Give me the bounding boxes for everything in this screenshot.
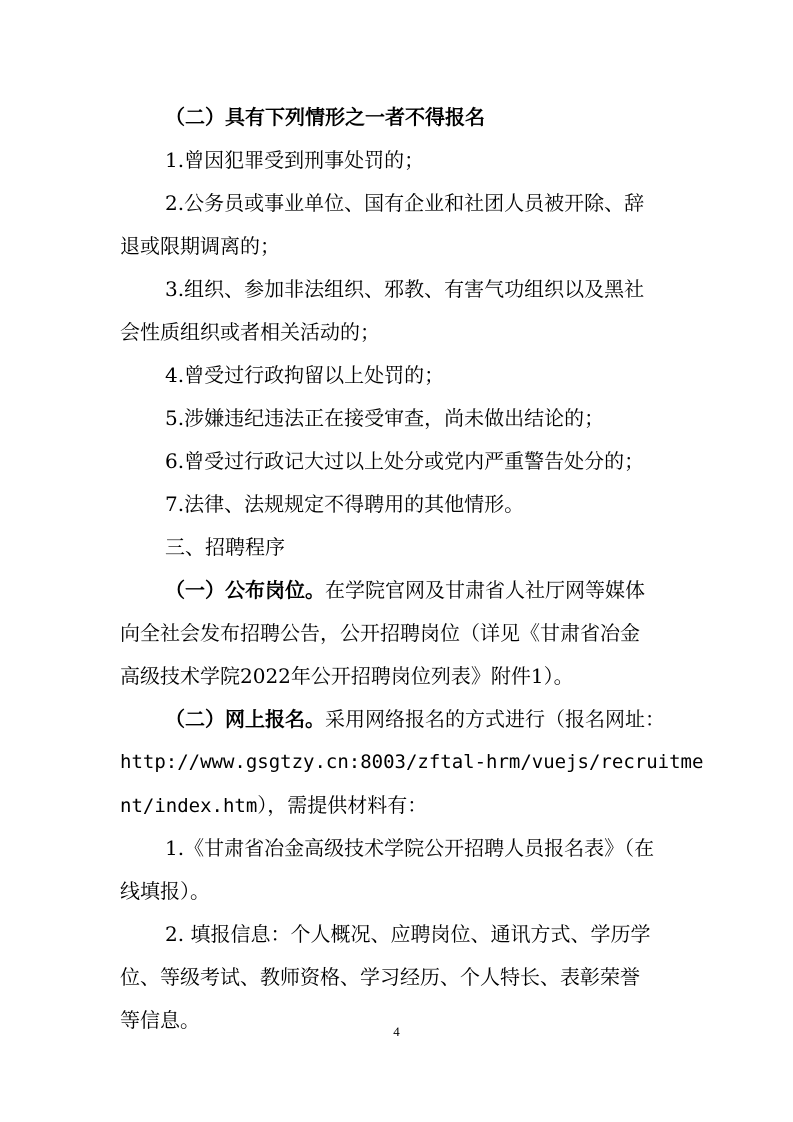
disqualify-item-2-continued: 退或限期调离的；: [120, 234, 280, 258]
step-1-text: 在学院官网及甘肃省人社厅网等媒体: [325, 578, 645, 602]
material-item-2: 2. 填报信息：个人概况、应聘岗位、通讯方式、学历学: [165, 922, 651, 946]
page-number: 4: [393, 1024, 400, 1039]
section-three-title: 三、招聘程序: [165, 535, 285, 559]
step-1-line-2: 向全社会发布招聘公告，公开招聘岗位（详见《甘肃省冶金: [120, 621, 640, 645]
disqualify-heading: （二）具有下列情形之一者不得报名: [165, 105, 485, 129]
step-1-label: （一）公布岗位。: [165, 578, 325, 602]
disqualify-item-3-continued: 会性质组织或者相关活动的；: [120, 320, 380, 344]
registration-url-line-1[interactable]: http://www.gsgtzy.cn:8003/zftal-hrm/vuejs/recruitme: [120, 751, 704, 773]
step-2-label: （二）网上报名。: [165, 707, 325, 731]
disqualify-item-2: 2.公务员或事业单位、国有企业和社团人员被开除、辞: [165, 191, 645, 215]
registration-url-line-2-link[interactable]: nt/index.htm: [120, 795, 258, 817]
disqualify-item-1: 1.曾因犯罪受到刑事处罚的；: [165, 148, 425, 172]
registration-url-line-2: [120, 792, 427, 819]
step-2-text: 采用网络报名的方式进行（报名网址：: [325, 707, 665, 731]
step-1-line-3: 高级技术学院2022年公开招聘岗位列表》附件1）。: [120, 664, 574, 688]
disqualify-item-7: 7.法律、法规规定不得聘用的其他情形。: [165, 492, 525, 516]
disqualify-item-4: 4.曾受过行政拘留以上处罚的；: [165, 363, 445, 387]
materials-intro: ），需提供材料有：: [257, 793, 428, 817]
step-2-line-1: [165, 706, 665, 732]
disqualify-item-6: 6.曾受过行政记大过以上处分或党内严重警告处分的；: [165, 449, 645, 473]
disqualify-item-5: 5.涉嫌违纪违法正在接受审查，尚未做出结论的；: [165, 406, 605, 430]
disqualify-item-3: 3.组织、参加非法组织、邪教、有害气功组织以及黑社: [165, 277, 645, 301]
material-item-2-continued-2: 等信息。: [120, 1008, 200, 1032]
material-item-2-continued-1: 位、等级考试、教师资格、学习经历、个人特长、表彰荣誉: [120, 965, 640, 989]
material-item-1-continued: 线填报）。: [120, 879, 210, 903]
material-item-1: 1.《甘肃省冶金高级技术学院公开招聘人员报名表》（在: [165, 836, 655, 860]
step-1-line-1: [165, 577, 645, 603]
